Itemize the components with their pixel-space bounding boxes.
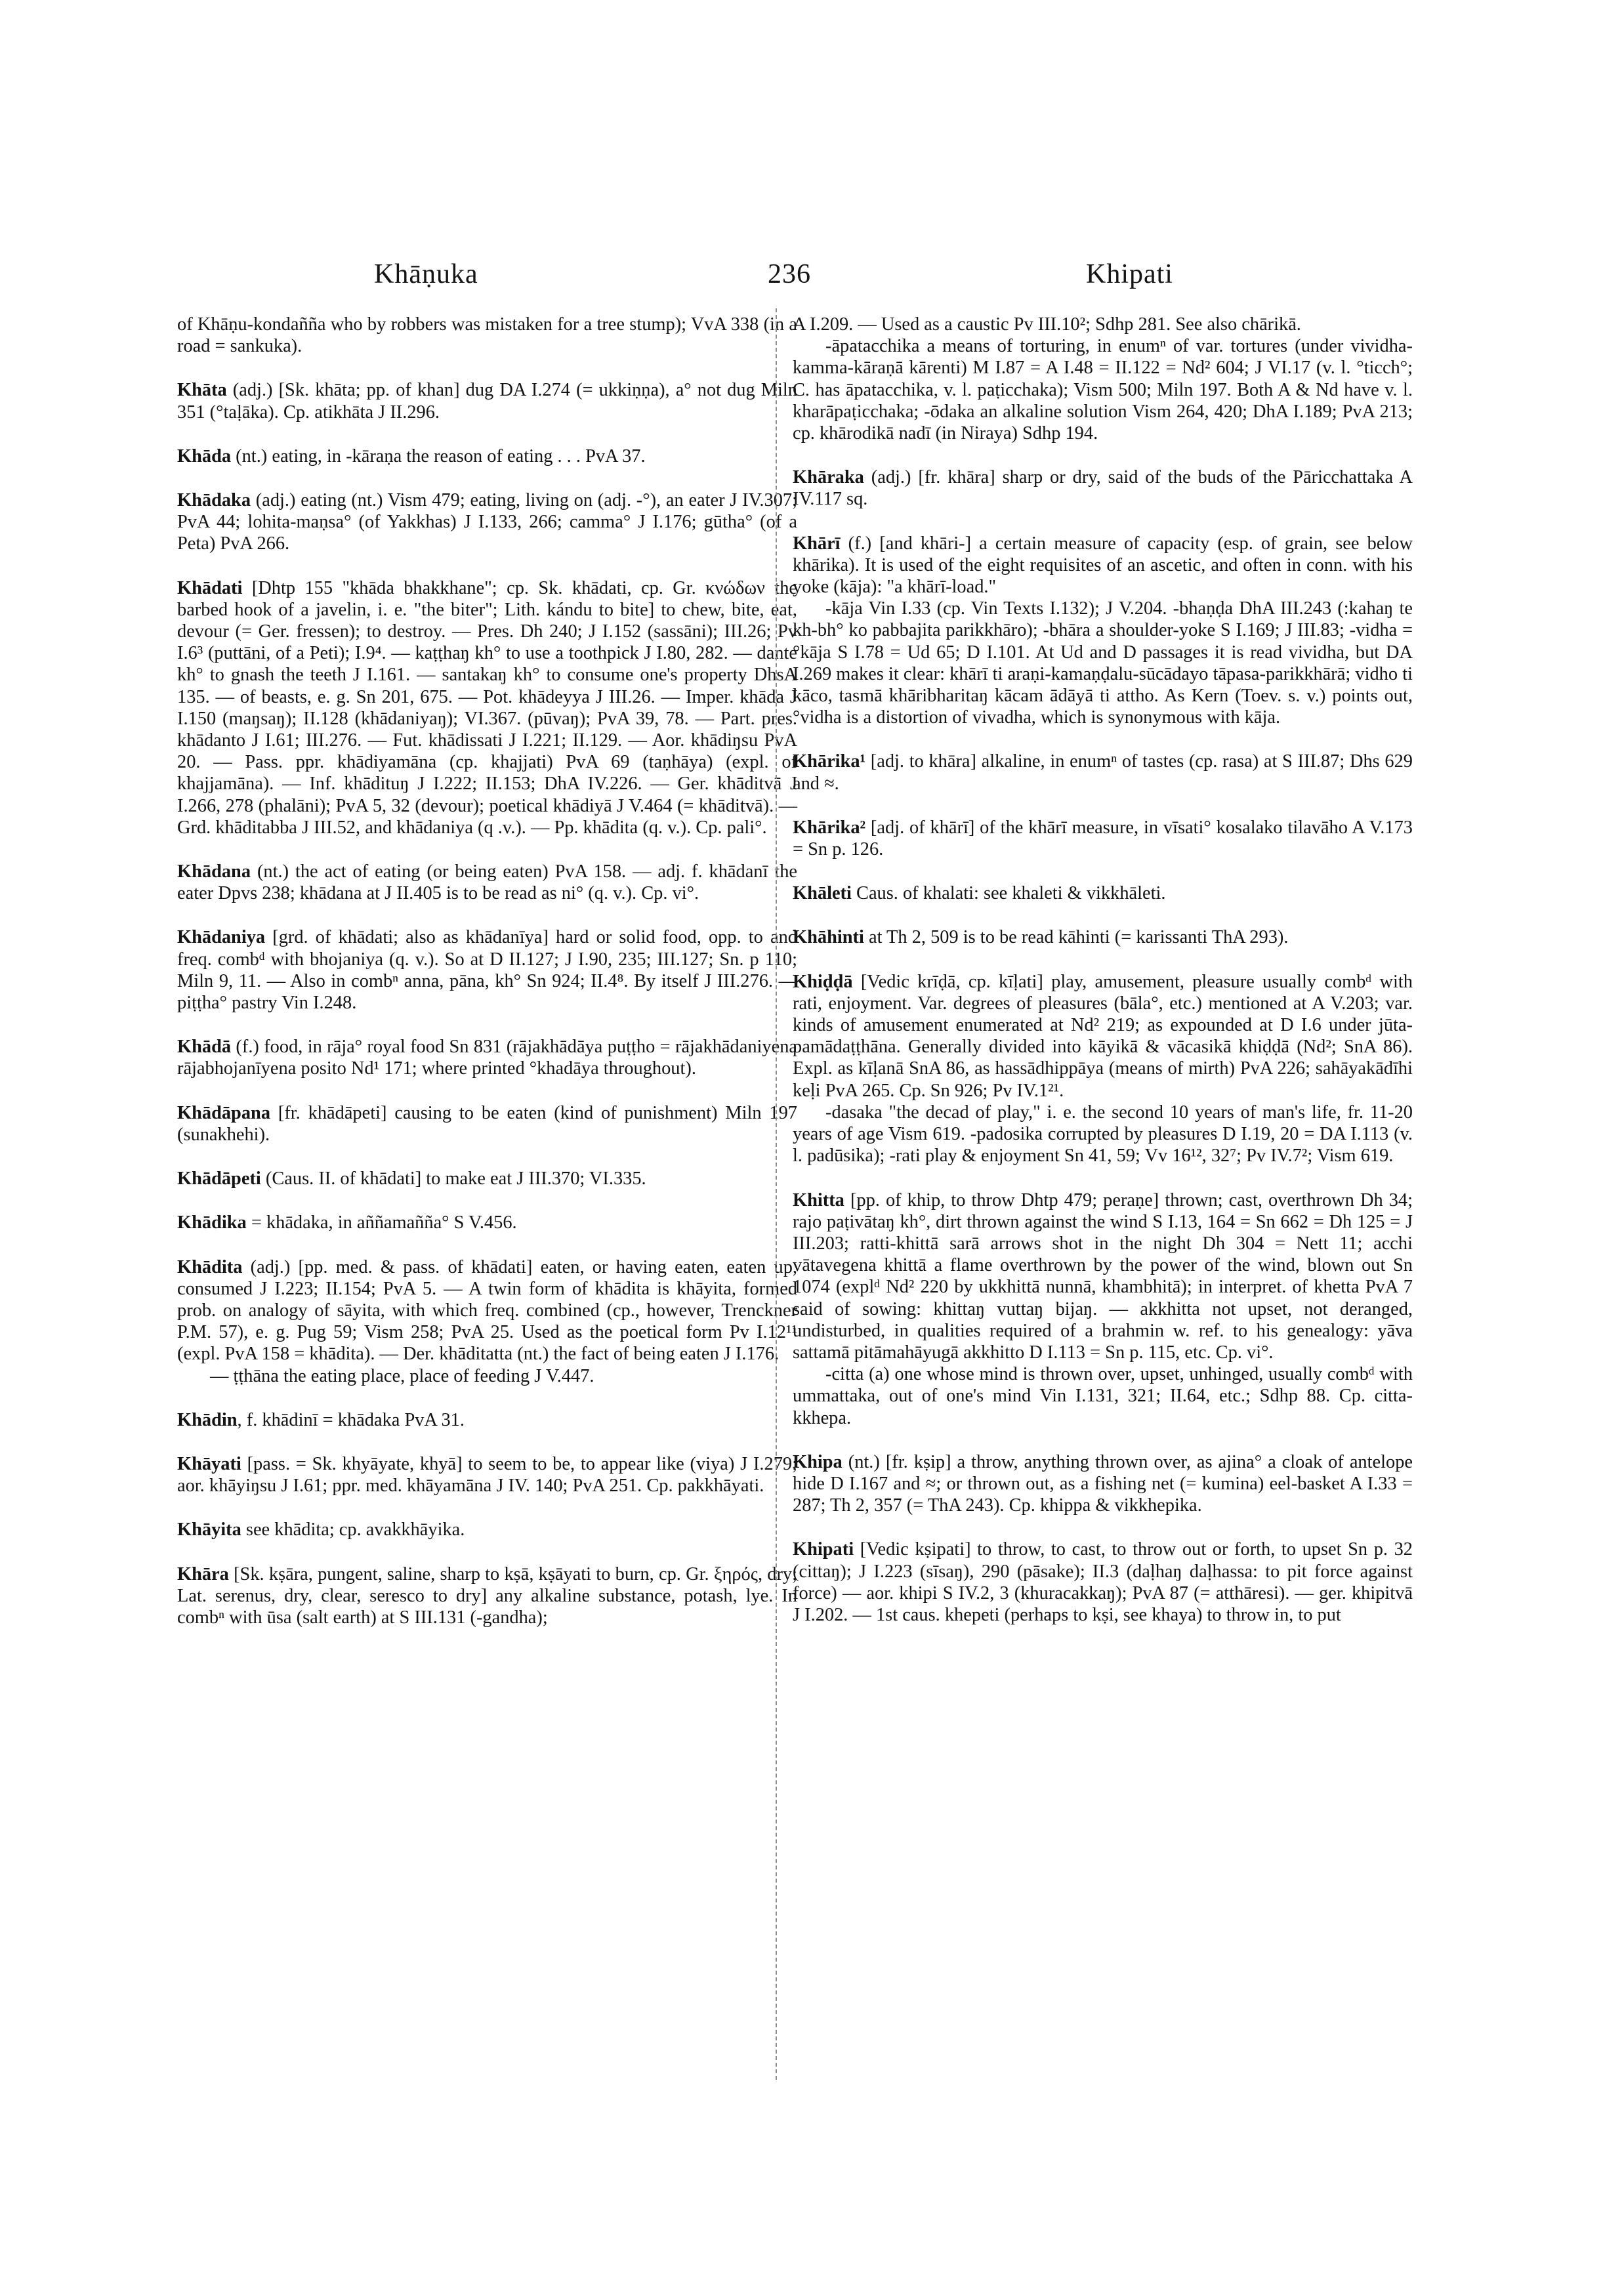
entry-headword: Khāda <box>177 445 232 466</box>
entry-headword: Khādāpeti <box>177 1168 261 1189</box>
page-number: 236 <box>768 259 811 289</box>
dictionary-entry-khadika <box>177 1212 797 1233</box>
entry-text: [pp. of khip, to throw Dhtp 479; peraṇe] thrown; cast, overthrown Dh 34; rajo paṭivātaŋ kh°, dirt thrown against the wind S I.13, 164 = Sn 662 = Dh 125 = J III.203; ratti-khittā sarā arrows shot in the night Dh 304 = Nett 11; acchi vātavegena khittā a flame overthrown by the power of the wind, blown out Sn 1074 (explᵈ Nd² 220 by ukkhittā nunnā, khambhitā); in interpret. of khetta PvA 7 said of sowing: khittaŋ vuttaŋ bijaŋ. — akkhitta not upset, not deranged, undisturbed, in qualities required of a brahmin w. ref. to his genealogy: yāva sattamā pitāmahāyugā akkhitto D I.113 = Sn p. 115, etc. Cp. vi°. <box>793 1189 1413 1363</box>
dictionary-entry-khadati <box>177 577 797 838</box>
dictionary-entry-khadin <box>177 1409 797 1431</box>
entry-headword: Khāra <box>177 1563 229 1584</box>
entry-headword: Khādati <box>177 577 243 598</box>
entry-headword: Khāta <box>177 380 227 401</box>
entry-headword: Khāhinti <box>793 927 864 948</box>
entry-text: [pass. = Sk. khyāyate, khyā] to seem to be, to appear like (viya) J I.279; aor. khāyiŋsu J I.61; ppr. med. khāyamāna J IV. 140; PvA 251. Cp. pakkhāyati. <box>177 1453 797 1497</box>
left-guideword: Khāṇuka <box>374 259 478 289</box>
dictionary-entry-kharaka <box>793 466 1413 510</box>
entry-headword: Khādāpana <box>177 1102 271 1123</box>
dictionary-entry-khadapeti <box>177 1168 797 1189</box>
entry-text: (adj.) [fr. khāra] sharp or dry, said of the buds of the Pāricchattaka A IV.117 sq. <box>793 467 1413 510</box>
entry-text: [adj. of khārī] of the khārī measure, in vīsati° kosalako tilavāho A V.173 = Sn p. 126. <box>793 817 1413 860</box>
entry-text: (adj.) [pp. med. & pass. of khādati] eaten, or having eaten, eaten up, consumed J I.223; II.154; PvA 5. — A twin form of khādita is khāyita, formed prob. on analogy of sāyita, with which freq. combined (cp., however, Trenckner P.M. 57), e. g. Pug 59; Vism 258; PvA 25. Used as the poetical form Pv I.12¹¹ (expl. PvA 158 = khādita). — Der. khāditatta (nt.) the fact of being eaten J I.176. <box>177 1256 797 1365</box>
entry-headword: Khārī <box>793 533 841 554</box>
entry-text: [fr. khādāpeti] causing to be eaten (kind of punishment) Miln 197 (sunakhehi). <box>177 1102 797 1145</box>
entry-text: [Dhtp 155 "khāda bhakkhane"; cp. Sk. khādati, cp. Gr. κνώδων the barbed hook of a javelin, i. e. "the biter"; Lith. kándu to bite] to chew, bite, eat, devour (= Ger. fressen); to destroy. — Pres. Dh 240; J I.152 (sassāni); III.26; Pv I.6³ (puttāni, of a Peti); I.9⁴. — kaṭṭhaŋ kh° to use a toothpick J I.80, 282. — dante kh° to gnash the teeth J I.161. — santakaŋ kh° to consume one's property DhsA 135. — of beasts, e. g. Sn 201, 675. — Pot. khādeyya J III.26. — Imper. khāda J I.150 (maŋsaŋ); II.128 (khādaniyaŋ); VI.367. (pūvaŋ); PvA 39, 78. — Part. pres. khādanto J I.61; III.276. — Fut. khādissati J I.221; II.129. — Aor. khādiŋsu PvA 20. — Pass. ppr. khādiyamāna (cp. khajjati) PvA 69 (taṇhāya) (expl. of khajjamāna). — Inf. khādituŋ J I.222; II.153; DhA IV.226. — Ger. khāditvā J I.266, 278 (phalāni); PvA 5, 32 (devour); poetical khādiyā J V.464 (= khāditvā). — Grd. khāditabba J III.52, and khādaniya (q .v.). — Pp. khādita (q. v.). Cp. pali°. <box>177 577 797 838</box>
dictionary-entry-khahinti <box>793 926 1413 948</box>
dictionary-entry-cont-r <box>793 314 1413 444</box>
entry-subentry: -citta (a) one whose mind is thrown over, upset, unhinged, usually combᵈ with ummattaka, out of one's mind Vin I.131, 321; II.64, etc.; Sdhp 88. Cp. citta-kkhepa. <box>793 1364 1413 1428</box>
dictionary-entry-khipa <box>793 1451 1413 1517</box>
entry-subentry: -dasaka "the decad of play," i. e. the second 10 years of man's life, fr. 11-20 years of age Vism 619. -padosika corrupted by pleasures D I.19, 20 = DA I.113 (v. l. padūsika); -rati play & enjoyment Sn 41, 59; Vv 16¹², 32⁷; Pv IV.7²; Vism 619. <box>793 1102 1413 1167</box>
entry-text: (nt.) eating, in -kāraṇa the reason of eating . . . PvA 37. <box>231 445 646 466</box>
entry-text: (f.) food, in rāja° royal food Sn 831 (rājakhādāya puṭṭho = rājakhādaniyena rājabhojanīyena posito Nd¹ 171; where printed °khadāya throughout). <box>177 1037 797 1079</box>
dictionary-entry-khayati <box>177 1453 797 1497</box>
entry-text: [Vedic krīḍā, cp. kīḷati] play, amusement, pleasure usually combᵈ with rati, enjoyment. Var. degrees of pleasures (bāla°, etc.) mentioned at A V.203; var. kinds of amusement enumerated at Nd² 219; as expounded at D I.6 under jūta-pamādaṭṭhāna. Generally divided into kāyikā & vācasikā khiḍḍā (Nd²; SnA 86). Expl. as kīḷanā SnA 86, as hassādhippāya (means of mirth) PvA 226; sahāyakādīhi keḷi PvA 265. Cp. Sn 926; Pv IV.1²¹. <box>793 971 1413 1101</box>
dictionary-entry-khata <box>177 379 797 423</box>
entry-headword: Khāleti <box>793 883 852 904</box>
entry-headword: Khāraka <box>793 467 864 488</box>
dictionary-entry-khadaka <box>177 489 797 555</box>
dictionary-entry-kharika2 <box>793 817 1413 860</box>
entry-text: of Khāṇu-kondañña who by robbers was mistaken for a tree stump); VvA 338 (in a road = sankuka). <box>177 314 797 357</box>
entry-text: [Vedic kṣipati] to throw, to cast, to throw out or forth, to upset Sn p. 32 (cittaŋ); J I.223 (sīsaŋ), 290 (pāsake); II.3 (daḷhaŋ daḷhassa: to pit force against force) — aor. khipi S IV.2, 3 (khuracakkaŋ); PvA 87 (= atthāresi). — ger. khipitvā J I.202. — 1st caus. khepeti (perhaps to kṣi, see khaya) to throw in, to put <box>793 1539 1413 1625</box>
dictionary-entry-khadita <box>177 1256 797 1387</box>
entry-text: (f.) [and khāri-] a certain measure of capacity (esp. of grain, see below khārika). It is used of the eight requisites of an ascetic, and often in conn. with his yoke (kāja): "a khārī-load." <box>793 533 1413 598</box>
dictionary-entry-khipati <box>793 1539 1413 1626</box>
entry-subentry: — ṭṭhāna the eating place, place of feeding J V.447. <box>210 1365 594 1386</box>
entry-headword: Khitta <box>793 1189 844 1210</box>
entry-subentry: -āpatacchika a means of torturing, in enumⁿ of var. tortures (under vividha-kamma-kāraṇā kārenti) M I.87 = A I.48 = II.122 = Nd² 604; J VI.17 (v. l. °ticch°; C. has āpatacchika, v. l. paṭicchaka); Vism 500; Miln 197. Both A & Nd have v. l. kharāpaṭicchaka; -ōdaka an alkaline solution Vism 264, 420; DhA I.189; PvA 213; cp. khārodikā nadī (in Niraya) Sdhp 194. <box>793 336 1413 444</box>
entry-text: (nt.) [fr. kṣip] a throw, anything thrown over, as ajina° a cloak of antelope hide D I.167 and ≈; or thrown out, as a fishing net (= kumina) eel-basket A I.33 = 287; Th 2, 357 (= ThA 243). Cp. khippa & vikkhepika. <box>793 1451 1413 1516</box>
entry-headword: Khādika <box>177 1212 247 1233</box>
entry-headword: Khāyati <box>177 1453 241 1474</box>
right-column <box>793 314 1413 1648</box>
entry-headword: Khipati <box>793 1539 854 1560</box>
dictionary-entry-khadapana <box>177 1102 797 1146</box>
entry-headword: Khādana <box>177 861 251 882</box>
entry-text: , f. khādinī = khādaka PvA 31. <box>237 1409 465 1430</box>
entry-headword: Khādita <box>177 1256 243 1277</box>
dictionary-entry-khada-f <box>177 1036 797 1079</box>
dictionary-entry-khayita <box>177 1519 797 1540</box>
entry-headword: Khiḍḍā <box>793 971 853 992</box>
entry-subentry: -kāja Vin I.33 (cp. Vin Texts I.132); J V.204. -bhaṇḍa DhA III.243 (:kahaŋ te kh-bh° ko pabbajita parikkhāro); -bhāra a shoulder-yoke S I.169; J III.83; -vidha = °kāja S I.78 = Ud 65; D I.101. At Ud and D passages it is read vividha, but DA I.269 makes it clear: khārī ti araṇi-kamaṇḍalu-sūcādayo tāpasa-parikkhārā; vidho ti kāco, tasmā khāribharitaŋ kācam ādāyā ti attho. As Kern (Toev. s. v.) points out, °vidha is a distortion of vivadha, which is synonymous with kāja. <box>793 598 1413 728</box>
dictionary-entry-khaleti <box>793 882 1413 904</box>
entry-text: [adj. to khāra] alkaline, in enumⁿ of tastes (cp. rasa) at S III.87; Dhs 629 and ≈. <box>793 751 1413 794</box>
entry-text: at Th 2, 509 is to be read kāhinti (= karissanti ThA 293). <box>864 927 1289 948</box>
entry-headword: Khārika² <box>793 817 866 838</box>
entry-headword: Khipa <box>793 1451 843 1472</box>
entry-headword: Khārika¹ <box>793 751 866 772</box>
entry-text: (Caus. II. of khādati] to make eat J III.370; VI.335. <box>260 1168 646 1189</box>
entry-headword: Khāyita <box>177 1520 241 1540</box>
entry-text: (nt.) the act of eating (or being eaten) PvA 158. — adj. f. khādanī the eater Dpvs 238; khādana at J II.405 is to be read as ni° (q. v.). Cp. vi°. <box>177 861 797 904</box>
entry-text: see khādita; cp. avakkhāyika. <box>241 1520 465 1540</box>
entry-headword: Khādaniya <box>177 927 266 948</box>
dictionary-entry-khada <box>177 445 797 467</box>
column-divider <box>776 308 777 2080</box>
left-column <box>177 314 797 1651</box>
dictionary-entry-cont <box>177 314 797 357</box>
entry-text: (adj.) [Sk. khāta; pp. of khan] dug DA I.274 (= ukkiṇṇa), a° not dug Miln 351 (°taḷāka). Cp. atikhāta J II.296. <box>177 380 797 423</box>
page-header <box>177 257 1414 297</box>
dictionary-entry-khari <box>793 533 1413 729</box>
entry-text: Caus. of khalati: see khaleti & vikkhāleti. <box>851 883 1166 904</box>
entry-text: A I.209. — Used as a caustic Pv III.10²; Sdhp 281. See also chārikā. <box>793 314 1301 335</box>
entry-text: = khādaka, in aññamañña° S V.456. <box>246 1212 517 1233</box>
right-guideword: Khipati <box>1086 259 1173 289</box>
dictionary-entry-khadana <box>177 861 797 904</box>
entry-text: (adj.) eating (nt.) Vism 479; eating, living on (adj. -°), an eater J IV.307; PvA 44; lohita-maṇsa° (of Yakkhas) J I.133, 266; camma° J I.176; gūtha° (of a Peta) PvA 266. <box>177 490 797 554</box>
entry-headword: Khādaka <box>177 490 251 511</box>
dictionary-entry-khidda <box>793 971 1413 1167</box>
dictionary-entry-khadaniya <box>177 926 797 1014</box>
dictionary-entry-khitta <box>793 1189 1413 1429</box>
entry-headword: Khādā <box>177 1037 232 1058</box>
dictionary-entry-khara <box>177 1563 797 1629</box>
entry-text: [Sk. kṣāra, pungent, saline, sharp to kṣā, kṣāyati to burn, cp. Gr. ξηρός, dry; Lat. serenus, dry, clear, seresco to dry] any alkaline substance, potash, lye. In combⁿ with ūsa (salt earth) at S III.131 (-gandha); <box>177 1563 797 1628</box>
entry-headword: Khādin <box>177 1409 238 1430</box>
entry-text: [grd. of khādati; also as khādanīya] hard or solid food, opp. to and freq. combᵈ with bhojaniya (q. v.). So at D II.127; J I.90, 235; III.127; Sn. p 110; Miln 9, 11. — Also in combⁿ anna, pāna, kh° Sn 924; II.4⁸. By itself J III.276. — piṭṭha° pastry Vin I.248. <box>177 927 797 1014</box>
dictionary-entry-kharika1 <box>793 751 1413 794</box>
